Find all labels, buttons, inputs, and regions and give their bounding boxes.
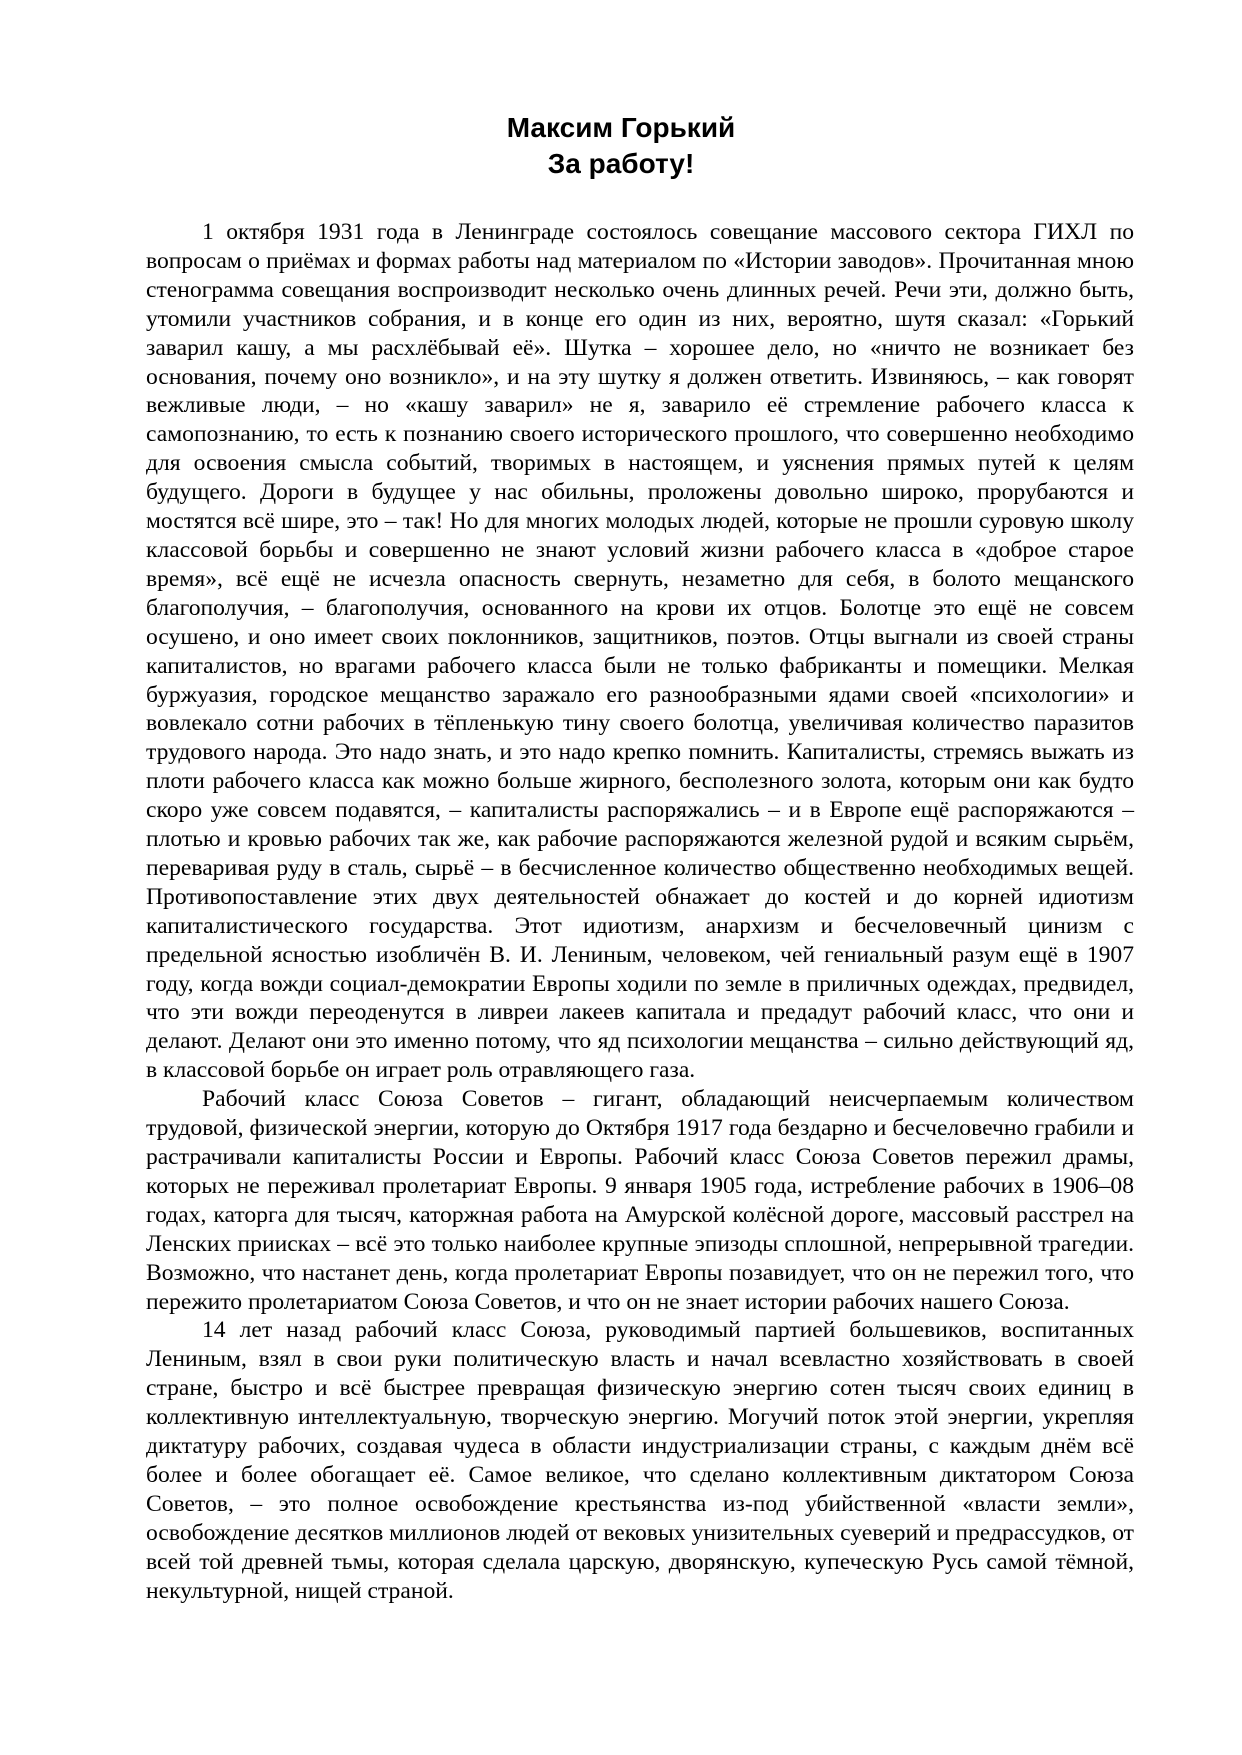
paragraph: 14 лет назад рабочий класс Союза, руководимый партией большевиков, воспитанных Лениным, взял в свои руки политическую власть и начал всевластно хозяйствовать в своей стране, быстро и всё быстрее превращая физическую энергию сотен тысяч своих единиц в коллективную интеллектуальную, творческую энергию. Могучий поток этой энергии, укрепляя диктатуру рабочих, создавая чудеса в области индустриализации страны, с каждым днём всё более и более обогащает её. Самое великое, что сделано коллективным диктатором Союза Советов, – это полное освобождение крестьянства из-под убийственной «власти земли», освобождение десятков миллионов людей от вековых унизительных суеверий и предрассудков, от всей той древней тьмы, которая сделала царскую, дворянскую, купеческую Русь самой тёмной, некультурной, нищей страной. <box>146 1317 1134 1604</box>
paragraph: Рабочий класс Союза Советов – гигант, обладающий неисчерпаемым количеством трудовой, физической энергии, которую до Октября 1917 года бездарно и бесчеловечно грабили и растрачивали капиталисты России и Европы. Рабочий класс Союза Советов пережил драмы, которых не переживал пролетариат Европы. 9 января 1905 года, истребление рабочих в 1906–08 годах, каторга для тысяч, каторжная работа на Амурской колёсной дороге, массовый расстрел на Ленских приисках – всё это только наиболее крупные эпизоды сплошной, непрерывной трагедии. Возможно, что настанет день, когда пролетариат Европы позавидует, что он не пережил того, что пережито пролетариатом Союза Советов, и что он не знает истории рабочих нашего Союза. <box>146 1086 1134 1315</box>
document-title: За работу! <box>547 148 695 179</box>
body-text <box>146 218 1134 1606</box>
paragraph: 1 октября 1931 года в Ленинграде состоялось совещание массового сектора ГИХЛ по вопросам о приёмах и формах работы над материалом по «Истории заводов». Прочитанная мною стенограмма совещания воспроизводит несколько очень длинных речей. Речи эти, должно быть, утомили участников собрания, и в конце его один из них, вероятно, шутя сказал: «Горький заварил кашу, а мы расхлёбывай её». Шутка – хорошее дело, но «ничто не возникает без основания, почему оно возникло», и на эту шутку я должен ответить. Извиняюсь, – как говорят вежливые люди, – но «кашу заварил» не я, заварило её стремление рабочего класса к самопознанию, то есть к познанию своего исторического прошлого, что совершенно необходимо для освоения смысла событий, творимых в настоящем, и уяснения прямых путей к целям будущего. Дороги в будущее у нас обильны, проложены довольно широко, прорубаются и мостятся всё шире, это – так! Но для многих молодых людей, которые не прошли суровую школу классовой борьбы и совершенно не знают условий жизни рабочего класса в «доброе старое время», всё ещё не исчезла опасность свернуть, незаметно для себя, в болото мещанского благополучия, – благополучия, основанного на крови их отцов. Болотце это ещё не совсем осушено, и оно имеет своих поклонников, защитников, поэтов. Отцы выгнали из своей страны капиталистов, но врагами рабочего класса были не только фабриканты и помещики. Мелкая буржуазия, городское мещанство заражало его разнообразными ядами своей «психологии» и вовлекало сотни рабочих в тёпленькую тину своего болотца, увеличивая количество паразитов трудового народа. Это надо знать, и это надо крепко помнить. Капиталисты, стремясь выжать из плоти рабочего класса как можно больше жирного, бесполезного золота, которым они как будто скоро уже совсем подавятся, – капиталисты распоряжались – и в Европе ещё распоряжаются – плотью и кровью рабочих так же, как рабочие распоряжаются железной рудой и всяким сырьём, переваривая руду в сталь, сырьё – в бесчисленное количество общественно необходимых вещей. Противопоставление этих двух деятельностей обнажает до костей и до корней идиотизм капиталистического государства. Этот идиотизм, анархизм и бесчеловечный цинизм с предельной ясностью изобличён В. И. Лениным, человеком, чей гениальный разум ещё в 1907 году, когда вожди социал-демократии Европы ходили по земле в приличных одеждах, предвидел, что эти вожди переоденутся в ливреи лакеев капитала и предадут рабочий класс, что они и делают. Делают они это именно потому, что яд психологии мещанства – сильно действующий яд, в классовой борьбе он играет роль отравляющего газа. <box>146 219 1134 1084</box>
author-name: Максим Горький <box>506 112 736 143</box>
title-block <box>0 110 1242 182</box>
